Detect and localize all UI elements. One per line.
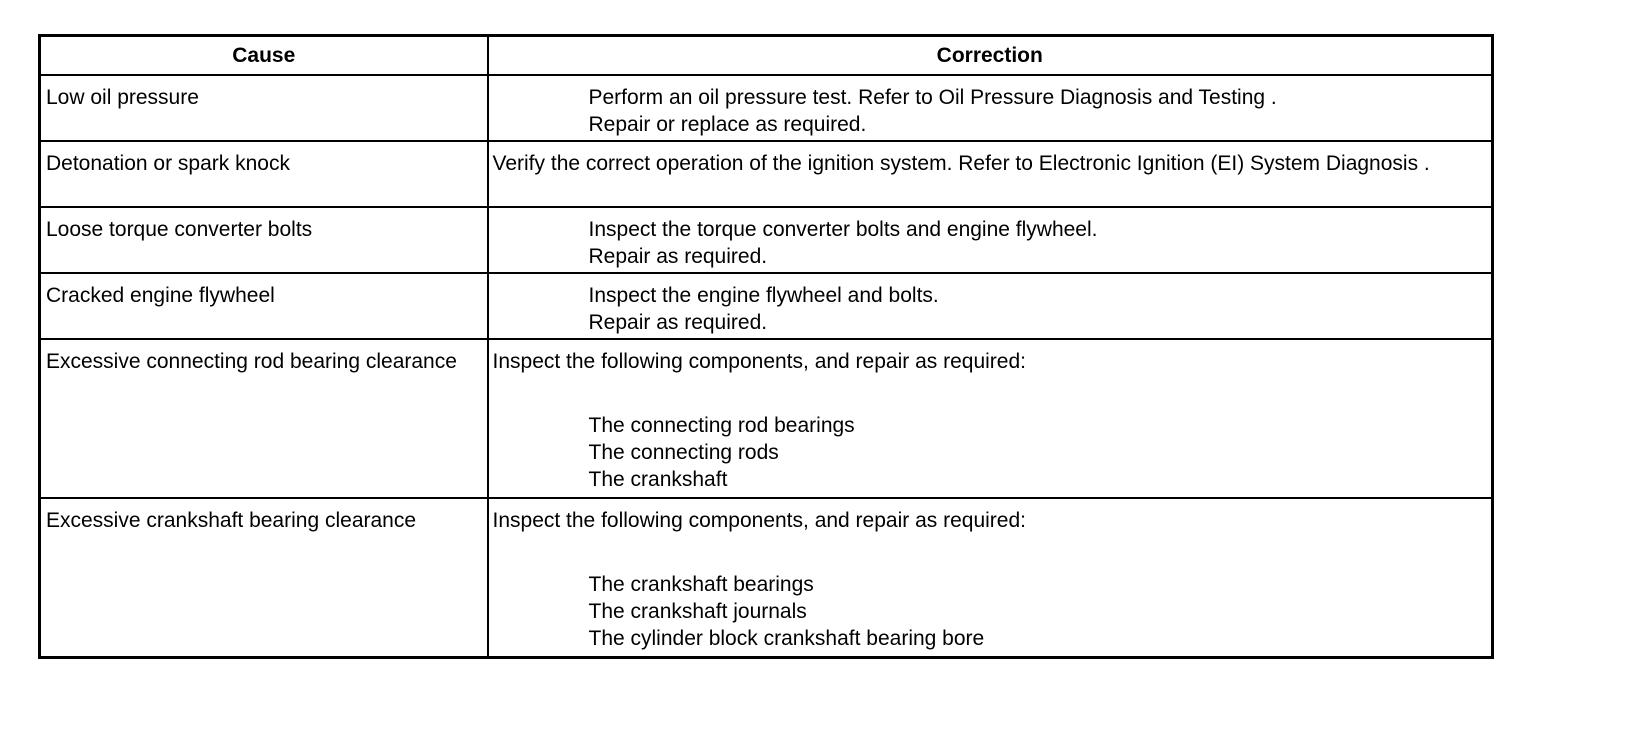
table-row: [40, 273, 1493, 339]
list-item: The cylinder block crankshaft bearing bore: [588, 627, 985, 650]
cause-cell: Detonation or spark knock: [40, 141, 488, 207]
correction-line: Repair as required.: [588, 245, 768, 268]
cause-cell: Cracked engine flywheel: [40, 273, 488, 339]
list-item: The crankshaft bearings: [588, 573, 814, 596]
correction-cell: [488, 273, 1493, 339]
cause-cell: Low oil pressure: [40, 75, 488, 141]
correction-cell: [488, 339, 1493, 498]
correction-cell: [488, 75, 1493, 141]
diagnosis-table: [38, 34, 1494, 659]
correction-column-header: Correction: [488, 36, 1493, 76]
correction-line: Repair as required.: [588, 311, 768, 334]
list-item: The connecting rods: [588, 441, 779, 464]
correction-line: Inspect the torque converter bolts and engine flywheel.: [588, 218, 1098, 241]
correction-cell: [488, 207, 1493, 273]
cause-cell: Excessive crankshaft bearing clearance: [40, 498, 488, 658]
table-row: [40, 339, 1493, 498]
table-header-row: [40, 36, 1493, 76]
table-row: [40, 498, 1493, 658]
correction-intro: Inspect the following components, and repair as required:: [492, 350, 1026, 373]
correction-line: Perform an oil pressure test. Refer to Oil Pressure Diagnosis and Testing .: [588, 86, 1277, 109]
correction-cell: [488, 141, 1493, 207]
cause-cell: Loose torque converter bolts: [40, 207, 488, 273]
table-row: [40, 75, 1493, 141]
correction-line: Repair or replace as required.: [588, 113, 867, 136]
component-list: [493, 571, 1486, 652]
table-row: [40, 141, 1493, 207]
correction-intro: Inspect the following components, and repair as required:: [492, 509, 1026, 532]
list-item: The connecting rod bearings: [588, 414, 855, 437]
correction-cell: [488, 498, 1493, 658]
cause-column-header: Cause: [40, 36, 488, 76]
table-row: [40, 207, 1493, 273]
list-item: The crankshaft journals: [588, 600, 807, 623]
correction-text: Verify the correct operation of the ignition system. Refer to Electronic Ignition (EI) System Diagnosis .: [492, 152, 1430, 175]
component-list: [493, 412, 1486, 493]
cause-cell: Excessive connecting rod bearing clearance: [40, 339, 488, 498]
correction-line: Inspect the engine flywheel and bolts.: [588, 284, 939, 307]
list-item: The crankshaft: [588, 468, 728, 491]
